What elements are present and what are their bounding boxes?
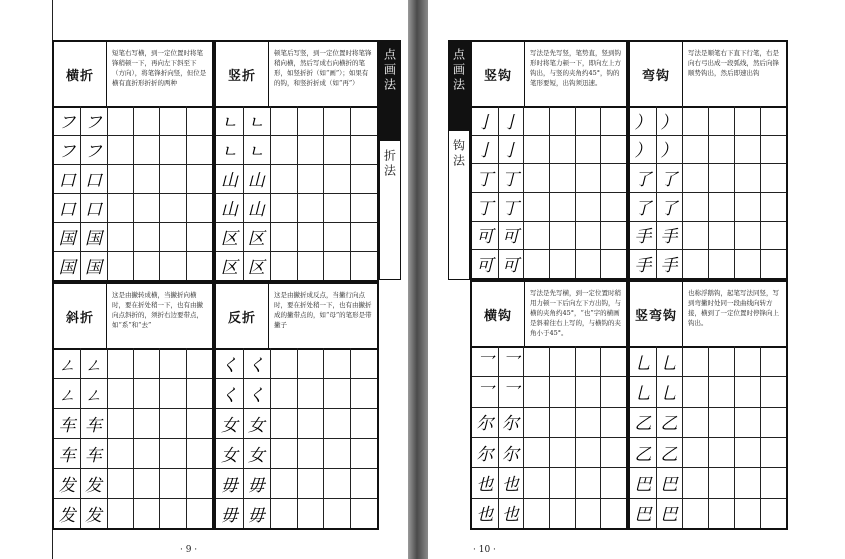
panel-header: [216, 42, 377, 108]
example-character: 发: [58, 505, 76, 526]
example-character: ）: [634, 112, 652, 133]
book-spine: [408, 0, 428, 559]
grid-col-line: [133, 348, 134, 528]
example-character: 了: [634, 198, 652, 219]
header-divider: [524, 42, 525, 106]
panel-header: [472, 282, 626, 348]
example-character: 乛: [501, 383, 519, 404]
example-character: 车: [84, 445, 102, 466]
example-character: 女: [247, 445, 265, 466]
example-character: 巴: [634, 505, 652, 526]
example-character: 了: [660, 198, 678, 219]
example-character: 丁: [501, 170, 519, 191]
practice-grid: [472, 106, 626, 278]
example-character: ㄴ: [248, 113, 265, 133]
panel-header: [630, 282, 786, 348]
grid-col-line: [600, 106, 601, 278]
example-character: 发: [84, 505, 102, 526]
example-character: フ: [84, 142, 102, 162]
example-character: ㄴ: [248, 142, 265, 162]
grid-col-line: [760, 346, 761, 528]
example-character: 区: [220, 258, 238, 278]
practice-panel: [52, 40, 214, 282]
stroke-title: 横折: [65, 68, 94, 84]
panel-header: [216, 284, 377, 350]
side-tab-label: 钩法: [451, 139, 466, 169]
example-character: 乙: [660, 414, 678, 435]
grid-col-line: [682, 346, 683, 528]
practice-grid: [630, 346, 786, 528]
example-character: 国: [84, 258, 102, 278]
example-character: 手: [660, 256, 678, 277]
example-character: 丁: [476, 198, 494, 219]
side-tab-dianhua: [448, 40, 470, 130]
example-character: 区: [247, 258, 265, 278]
practice-grid: [630, 106, 786, 278]
stroke-title: 竖弯钩: [634, 308, 677, 324]
grid-col-line: [708, 346, 709, 528]
example-character: 毋: [247, 475, 265, 496]
stroke-description: 也称浮鹅钩，起笔写法同竖，写到弯撇时处同一段曲线向转方接，横到了一定位置时停锋向上钩出。: [688, 289, 779, 327]
example-character: く: [220, 385, 238, 406]
example-character: ）: [660, 112, 678, 133]
side-tab-label: 点画法: [451, 48, 466, 93]
example-character: ㄥ: [84, 355, 102, 376]
example-character: 区: [247, 229, 265, 249]
example-character: 乙: [634, 444, 652, 465]
example-character: ）: [634, 141, 652, 162]
example-character: 山: [247, 200, 265, 220]
example-character: 女: [247, 415, 265, 436]
example-character: 乙: [660, 444, 678, 465]
example-character: 乚: [634, 383, 652, 404]
example-character: 山: [220, 200, 238, 220]
stroke-description: 写法是先写横，到一定位置时稍用力顿一下后向左下方出钩，与横的夹角约45°，“也”字的横画是斜着往右上写的，与横钩的夹角小于45°。: [530, 289, 621, 337]
example-character: 丁: [476, 170, 494, 191]
example-character: 车: [58, 445, 76, 466]
example-character: 亅: [476, 112, 494, 133]
example-character: 丁: [501, 198, 519, 219]
stroke-description: 这是由撇转成横，当撇折向横时，要在折处稍一下，也有由撇向点斜折的，须折右边要带点，如“系”和“去”: [112, 291, 203, 329]
grid-col-line: [107, 106, 108, 280]
header-divider: [682, 42, 683, 106]
stroke-description: 短笔右写横，到一定位置时将笔锋稍顿一下，再向左下斜至下（方向），将笔锋折向竖，但位是横有直折形折折的两种: [112, 49, 207, 87]
example-character: 可: [501, 227, 519, 248]
stroke-description: 写法是顺笔右下直下行笔，右是向右弓出成一段弧线，然后向锋顺势钩出，然后即速出钩: [688, 49, 779, 77]
grid-col-line: [297, 348, 298, 528]
header-divider: [106, 284, 107, 348]
side-tab-dianhua: [379, 40, 401, 140]
practice-panel: [52, 282, 214, 530]
header-divider: [268, 42, 269, 106]
example-character: く: [220, 355, 238, 376]
example-character: 乚: [660, 383, 678, 404]
example-character: 区: [220, 229, 238, 249]
example-character: 乚: [634, 353, 652, 374]
example-character: ㄥ: [58, 385, 76, 406]
grid-col-line: [186, 348, 187, 528]
example-character: 口: [58, 200, 76, 220]
example-character: ㄴ: [221, 142, 238, 162]
example-character: 女: [220, 445, 238, 466]
grid-col-line: [107, 348, 108, 528]
example-character: 尔: [476, 414, 494, 435]
stroke-title: 竖钩: [483, 68, 512, 84]
example-character: 尔: [501, 444, 519, 465]
grid-col-line: [297, 106, 298, 280]
practice-grid: [472, 346, 626, 528]
example-character: く: [247, 355, 265, 376]
example-character: 毋: [247, 505, 265, 526]
practice-panel: [628, 40, 788, 280]
stroke-title: 斜折: [65, 310, 94, 326]
grid-col-line: [523, 346, 524, 528]
grid-col-line: [549, 106, 550, 278]
side-tab-label: 点画法: [382, 48, 397, 93]
example-character: ㄥ: [84, 385, 102, 406]
grid-col-line: [575, 346, 576, 528]
example-character: 山: [220, 171, 238, 191]
panel-header: [472, 42, 626, 108]
grid-col-line: [734, 346, 735, 528]
grid-col-line: [600, 346, 601, 528]
example-character: 发: [58, 475, 76, 496]
page-number: · 10 ·: [473, 545, 496, 555]
grid-col-line: [350, 106, 351, 280]
grid-col-line: [682, 106, 683, 278]
stroke-description: 写法是先写竖，笔势直，竖到钩形时将笔力顿一下，即向左上方钩出，与竖的夹角约45°，钩的笔形要短，出钩须迅速。: [530, 49, 621, 87]
stroke-description: 这是由撇折成反点，当撇行向点时，要在折处稍一下，也有由撇折成的撇带点的，如“母”的笔形是带撇子: [274, 291, 372, 329]
example-character: 车: [58, 415, 76, 436]
example-character: 亅: [501, 112, 519, 133]
stroke-description: 顿笔后写竖，到一定位置时将笔锋稍向横，然后写成右向横折的笔形，如竖折折（如“画”）；如果有的钩，和竖折折成（如“再”）: [274, 49, 372, 87]
example-character: 乚: [660, 353, 678, 374]
header-divider: [682, 282, 683, 346]
example-character: 可: [501, 256, 519, 277]
example-character: 乛: [476, 353, 494, 374]
example-character: 巴: [660, 474, 678, 495]
grid-col-line: [270, 106, 271, 280]
example-character: 尔: [476, 444, 494, 465]
example-character: ㄥ: [58, 355, 76, 376]
practice-panel: [470, 280, 628, 530]
grid-col-line: [270, 348, 271, 528]
example-character: 毋: [220, 475, 238, 496]
header-divider: [268, 284, 269, 348]
side-tab-zhe: [379, 140, 401, 280]
example-character: 国: [84, 229, 102, 249]
grid-col-line: [549, 346, 550, 528]
example-character: 车: [84, 415, 102, 436]
side-tab-label: 折法: [382, 149, 397, 179]
example-character: 巴: [634, 474, 652, 495]
panel-header: [630, 42, 786, 108]
example-character: 手: [660, 227, 678, 248]
example-character: 口: [84, 171, 102, 191]
example-character: フ: [58, 113, 76, 133]
grid-col-line: [350, 348, 351, 528]
example-character: 也: [476, 505, 494, 526]
example-character: 了: [634, 170, 652, 191]
practice-grid: [216, 106, 377, 280]
practice-grid: [216, 348, 377, 528]
grid-col-line: [760, 106, 761, 278]
stroke-title: 横钩: [483, 308, 512, 324]
panel-header: [54, 42, 212, 108]
example-character: 也: [501, 474, 519, 495]
example-character: 山: [247, 171, 265, 191]
example-character: 可: [476, 256, 494, 277]
grid-col-line: [323, 106, 324, 280]
grid-col-line: [159, 106, 160, 280]
example-character: 也: [501, 505, 519, 526]
example-character: ㄴ: [221, 113, 238, 133]
grid-col-line: [159, 348, 160, 528]
example-character: 手: [634, 227, 652, 248]
panel-header: [54, 284, 212, 350]
practice-panel: [628, 280, 788, 530]
stroke-title: 反折: [227, 310, 256, 326]
header-divider: [524, 282, 525, 346]
grid-col-line: [708, 106, 709, 278]
side-tab-gou: [448, 130, 470, 280]
example-character: 巴: [660, 505, 678, 526]
stroke-title: 弯钩: [641, 68, 670, 84]
grid-col-line: [186, 106, 187, 280]
example-character: 乛: [501, 353, 519, 374]
example-character: 可: [476, 227, 494, 248]
example-character: ）: [660, 141, 678, 162]
example-character: フ: [58, 142, 76, 162]
example-character: 尔: [501, 414, 519, 435]
practice-panel: [470, 40, 628, 280]
example-character: 乙: [634, 414, 652, 435]
practice-grid: [54, 348, 212, 528]
example-character: 发: [84, 475, 102, 496]
example-character: 毋: [220, 505, 238, 526]
grid-col-line: [133, 106, 134, 280]
page-number: · 9 ·: [180, 545, 198, 555]
practice-panel: [214, 40, 379, 282]
grid-col-line: [523, 106, 524, 278]
practice-panel: [214, 282, 379, 530]
example-character: 口: [84, 200, 102, 220]
grid-col-line: [323, 348, 324, 528]
grid-col-line: [734, 106, 735, 278]
grid-col-line: [575, 106, 576, 278]
header-divider: [106, 42, 107, 106]
example-character: 乛: [476, 383, 494, 404]
example-character: 口: [58, 171, 76, 191]
example-character: 亅: [501, 141, 519, 162]
stroke-title: 竖折: [227, 68, 256, 84]
example-character: フ: [84, 113, 102, 133]
example-character: 国: [58, 229, 76, 249]
example-character: く: [247, 385, 265, 406]
example-character: 亅: [476, 141, 494, 162]
example-character: 也: [476, 474, 494, 495]
example-character: 女: [220, 415, 238, 436]
example-character: 国: [58, 258, 76, 278]
example-character: 了: [660, 170, 678, 191]
practice-grid: [54, 106, 212, 280]
example-character: 手: [634, 256, 652, 277]
